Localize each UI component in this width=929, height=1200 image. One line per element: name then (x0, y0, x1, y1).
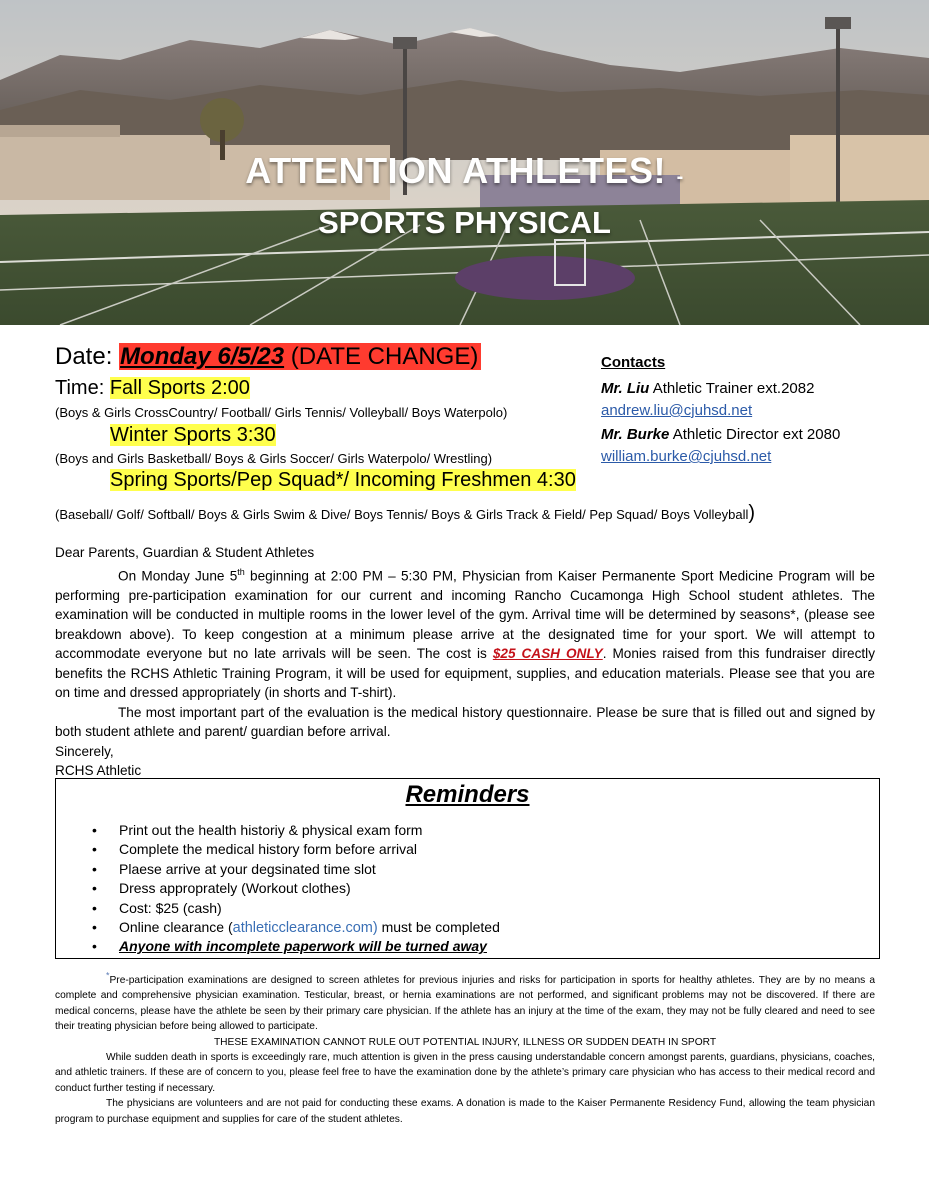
contact-burke-name: Mr. Burke (601, 426, 670, 443)
reminder-item: • Dress approprately (Workout clothes) (92, 879, 500, 898)
letter-sup: th (237, 566, 245, 577)
athleticclearance-link[interactable]: athleticclearance.com) (232, 919, 378, 936)
contact-liu (601, 380, 814, 397)
fine-print-paragraph-1: *Pre-participation examinations are designed to screen athletes for previous injuries and risks for participation in sports for healthy athletes. They are by no means a complete and comprehensive physician examination. Testicular, breast, or hernia examinations are not performed, and significant problems may not be discovered. If there are medical concerns, please have the athlete be seen by their primary care physician. If the athlete has an injury at the time of the exam, they may not be fully cleared and need to see their treating physician before being allowed to participate. (55, 970, 875, 1033)
contacts-heading: Contacts (601, 354, 666, 371)
spring-close-paren: ) (748, 502, 756, 524)
reminders-list (92, 821, 500, 957)
reminder-item: • Cost: $25 (cash) (92, 899, 500, 918)
date-line (55, 343, 481, 371)
letter-body (55, 543, 875, 781)
date-label: Date: (55, 343, 113, 370)
letter-greeting: Dear Parents, Guardian & Student Athletes (55, 545, 315, 560)
banner-title-dash: - (676, 166, 684, 188)
contact-burke-role: Athletic Director ext 2080 (672, 426, 841, 443)
reminder-item-warning: • Anyone with incomplete paperwork will be turned away (92, 937, 500, 956)
cost-note: $25 CASH ONLY (492, 646, 603, 662)
contact-liu-name: Mr. Liu (601, 380, 650, 397)
letter-closing: Sincerely, (55, 743, 114, 759)
letter-paragraph-1: On Monday June 5th beginning at 2:00 PM – 5:30 PM, Physician from Kaiser Permanente Sport Medicine Program will be performing pre-participation examination for our current and incoming Rancho Cucamonga High School student athletes. The examination will be conducted in multiple rooms in the lower level of the gym. Arrival time will be determined by seasons*, (please see breakdown above). To keep congestion at a minimum please arrive at the designated time for your sport. We will attempt to accommodate everyone but no late arrivals will be seen. The cost is $25 CASH ONLY. Monies raised from this fundraiser directly benefits the RCHS Athletic Training Program, it will be used for equipment, supplies, and education materials. Please see that you are on time and dressed appropriately (in shorts and T-shirt). (55, 566, 875, 701)
date-value: Monday 6/5/23 (120, 343, 285, 370)
contact-burke (601, 426, 840, 443)
time-label: Time: (55, 377, 105, 399)
fine-print-paragraph-3: The physicians are volunteers and are not paid for conducting these exams. A donation is made to the Kaiser Permanente Residency Fund, allowing the team physician program to purchase equipment and supplies for care of the student athletes. (55, 1098, 875, 1125)
reminder-item: • Plaese arrive at your degsinated time slot (92, 860, 500, 879)
reminder-item: • Online clearance (athleticclearance.com) must be completed (92, 918, 500, 937)
time-line (55, 377, 250, 400)
fine-print-paragraph-2: While sudden death in sports is exceedingly rare, much attention is given in the press causing understandable concern amongst parents, guardians, physicians, coaches, and athletic trainers. If these are of concern to you, please feel free to have the examination done by the athlete’s primary care physician who has access to their medical record and conduct further testing if necessary. (55, 1052, 875, 1094)
date-highlight (119, 343, 481, 370)
fine-print (55, 970, 875, 1127)
reminders-box (55, 778, 880, 959)
winter-sports-list: (Boys and Girls Basketball/ Boys & Girls Soccer/ Girls Waterpolo/ Wrestling) (55, 451, 493, 466)
fall-sports-list: (Boys & Girls CrossCountry/ Football/ Girls Tennis/ Volleyball/ Boys Waterpolo) (55, 405, 508, 420)
reminder-item: • Print out the health historiy & physical exam form (92, 821, 500, 840)
letter-paragraph-2: The most important part of the evaluation is the medical history questionnaire. Please be sure that is filled out and signed by both student athlete and parent/ guardian before arrival. (55, 704, 875, 740)
asterisk-mark: * (106, 970, 110, 981)
date-change-note: (DATE CHANGE) (290, 343, 479, 370)
contact-liu-email[interactable]: andrew.liu@cjuhsd.net (601, 402, 753, 419)
reminder-item: • Complete the medical history form before arrival (92, 840, 500, 859)
fall-sports-time: Fall Sports 2:00 (109, 377, 250, 399)
letter-signature: RCHS Athletic (55, 763, 142, 779)
contact-burke-email[interactable]: william.burke@cjuhsd.net (601, 448, 772, 465)
spring-sports-time: Spring Sports/Pep Squad*/ Incoming Freshmen 4:30 (110, 469, 576, 491)
contact-liu-role: Athletic Trainer ext.2082 (652, 380, 815, 397)
banner-title-line2: SPORTS PHYSICAL (318, 205, 611, 240)
winter-sports-time: Winter Sports 3:30 (110, 424, 276, 446)
fine-print-warning: THESE EXAMINATION CANNOT RULE OUT POTENTIAL INJURY, ILLNESS OR SUDDEN DEATH IN SPORT (213, 1036, 717, 1048)
banner-title-line1: ATTENTION ATHLETES! - (245, 150, 684, 191)
header-banner (0, 0, 929, 325)
reminders-title: Reminders (405, 781, 530, 808)
spring-sports-list: (Baseball/ Golf/ Softball/ Boys & Girls Swim & Dive/ Boys Tennis/ Boys & Girls Track & Field/ Pep Squad/ Boys Volleyball) (55, 502, 756, 524)
